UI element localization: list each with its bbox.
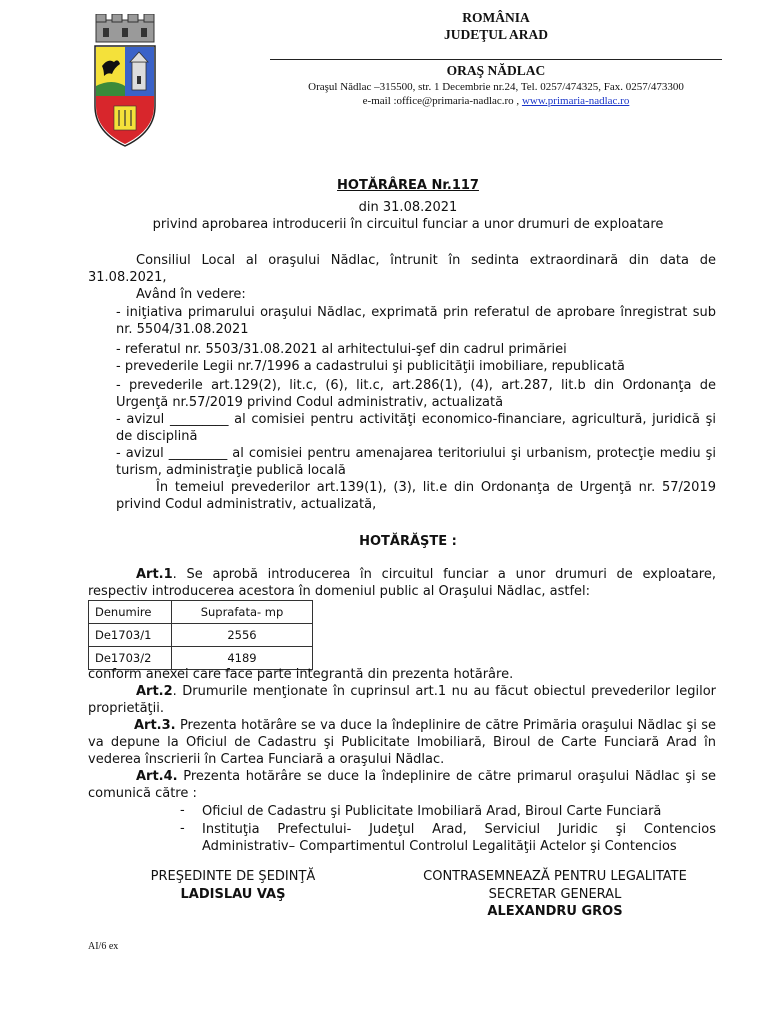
article-2-label: Art.2 (136, 684, 173, 699)
county-heading: JUDEŢUL ARAD (444, 27, 548, 42)
article-4-label: Art.4. (136, 769, 178, 784)
town-heading: ORAŞ NĂDLAC (446, 63, 546, 78)
table-cell-name: De1703/2 (89, 647, 172, 670)
president-title: PREŞEDINTE DE ŞEDINŢĂ (150, 869, 316, 884)
table-cell-area: 4189 (172, 647, 313, 670)
article-2-text: . Drumurile menţionate în cuprinsul art.1 nu au făcut obiectul prevederilor legilor proprietăţii. (88, 684, 716, 716)
preamble-item: - avizul _________ al comisiei pentru amenajarea teritoriului şi urbanism, protecţie mediu şi turism, administraţie publică locală (116, 446, 716, 478)
table-header-area: Suprafata- mp (172, 601, 313, 624)
secretary-title: SECRETAR GENERAL (488, 887, 622, 902)
secretary-name: ALEXANDRU GROS (487, 904, 623, 919)
table-header-name: Denumire (89, 601, 172, 624)
coat-of-arms-logo (92, 14, 158, 150)
preamble-item: - iniţiativa primarului oraşului Nădlac, exprimată prin referatul de aprobare înregistrat sub nr. 5504/31.08.2021 (116, 305, 716, 337)
header-divider (270, 59, 722, 60)
list-dash: - (180, 803, 185, 818)
email-text: e-mail :office@primaria-nadlac.ro , (362, 95, 522, 107)
annex-statement: conform anexei care face parte integrantă din prezenta hotărâre. (88, 667, 514, 682)
decision-title: HOTĂRÂREA Nr.117 (337, 178, 479, 193)
plots-table (88, 600, 313, 670)
preamble-item: - prevederile art.129(2), lit.c, (6), lit.c, art.286(1), (4), art.287, lit.b din Ordonanţa de Urgenţă nr.57/2019 privind Codul administrativ, actualizată (116, 378, 716, 410)
article-1-label: Art.1 (136, 567, 173, 582)
preamble-item: - avizul _________ al comisiei pentru activităţi economico-financiare, agricultură, juridică şi de disciplină (116, 412, 716, 444)
article-3 (88, 717, 716, 768)
legal-basis: În temeiul prevederilor art.139(1), (3), lit.e din Ordonanţa de Urgenţă nr. 57/2019 privind Codul administrativ, actualizată, (116, 480, 716, 512)
recipient-item: Instituţia Prefectului- Judeţul Arad, Serviciul Juridic şi Contencios Administrativ– Compartimentul Controlul Legalităţii Actelor şi Contencios (202, 822, 716, 854)
article-1-text: . Se aprobă introducerea în circuitul funciar a unor drumuri de exploatare, respectiv introducerea acestora în domeniul public al Oraşului Nădlac, astfel: (88, 567, 716, 599)
having-regard: Având în vedere: (136, 287, 246, 302)
article-3-text: Prezenta hotărâre se va duce la îndeplinire de către Primăria oraşului Nădlac şi se va depune la Oficiul de Cadastru şi Publicitate Imobiliară, Biroul de Carte Funciară Arad în vederea înscrierii în Cartea Funciară a oraşului Nădlac. (88, 718, 716, 767)
article-3-label: Art.3. (134, 718, 176, 733)
town-address: Oraşul Nădlac –315500, str. 1 Decembrie nr.24, Tel. 0257/474325, Fax. 0257/473300 (308, 81, 684, 93)
article-4 (88, 768, 716, 802)
country-heading: ROMÂNIA (462, 10, 530, 25)
article-4-text: Prezenta hotărâre se duce la îndeplinire de către primarul oraşului Nădlac şi se comunică către : (88, 769, 716, 801)
preamble-item: - prevederile Legii nr.7/1996 a cadastrului şi publicităţii imobiliare, republicată (116, 359, 625, 374)
table-cell-name: De1703/1 (89, 624, 172, 647)
table-row (89, 624, 313, 647)
council-statement-date: 31.08.2021, (88, 270, 167, 285)
decision-date: din 31.08.2021 (358, 200, 458, 215)
list-dash: - (180, 821, 185, 836)
table-cell-area: 2556 (172, 624, 313, 647)
website-link[interactable]: www.primaria-nadlac.ro (521, 95, 630, 107)
decision-subject: privind aprobarea introducerii în circuitul funciar a unor drumuri de exploatare (152, 217, 664, 232)
table-header-row (89, 601, 313, 624)
recipient-item: Oficiul de Cadastru şi Publicitate Imobiliară Arad, Biroul Carte Funciară (202, 804, 662, 819)
copies-note: AI/6 ex (88, 941, 119, 952)
decides-heading: HOTĂRĂŞTE : (359, 534, 457, 549)
contact-line (270, 95, 722, 107)
article-1 (88, 566, 716, 600)
article-2 (88, 683, 716, 717)
countersign-title: CONTRASEMNEAZĂ PENTRU LEGALITATE (423, 869, 687, 884)
council-statement: Consiliul Local al oraşului Nădlac, întrunit în sedinta extraordinară din data de (136, 253, 716, 268)
preamble-item: - referatul nr. 5503/31.08.2021 al arhitectului-şef din cadrul primăriei (116, 342, 567, 357)
president-name: LADISLAU VAŞ (180, 887, 286, 902)
